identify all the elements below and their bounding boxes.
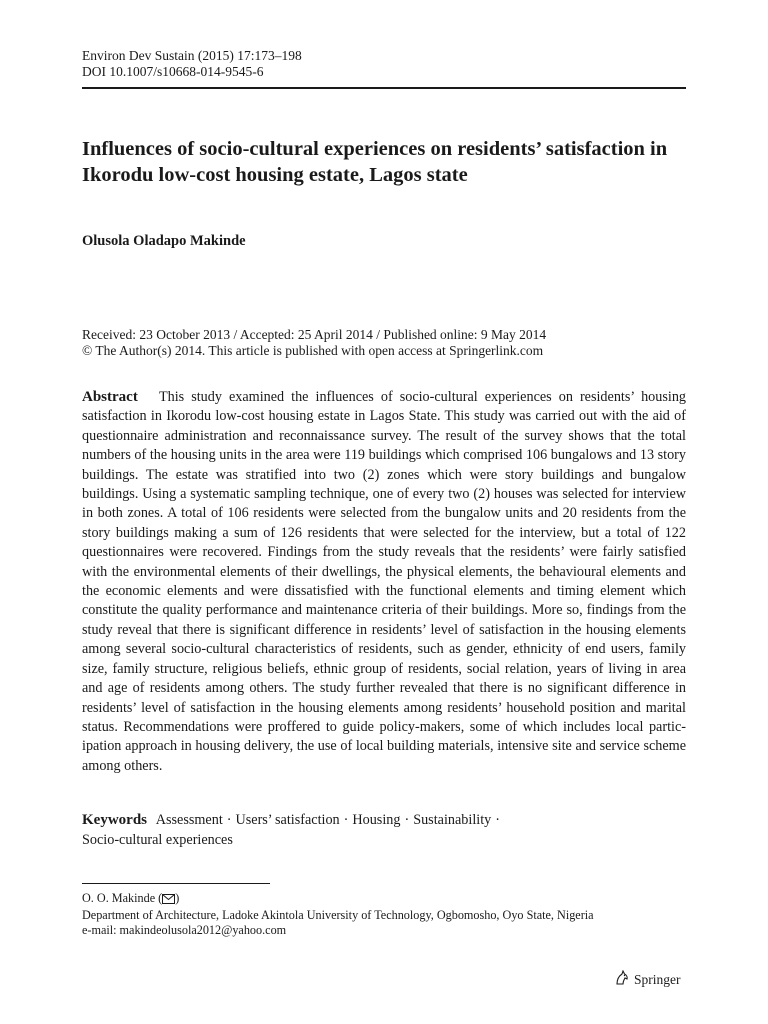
footnote-name-close: ): [175, 891, 180, 905]
springer-horse-icon: [614, 970, 630, 990]
keyword-separator: ·: [495, 812, 500, 828]
footnote-rule: [82, 883, 270, 884]
keyword-item: Sustainability: [413, 812, 492, 828]
doi[interactable]: DOI 10.1007/s10668-014-9545-6: [82, 64, 264, 79]
keyword-separator: ·: [343, 812, 349, 828]
dates-line: Received: 23 October 2013 / Accepted: 25 April 2014 / Published online: 9 May 2014: [82, 327, 547, 342]
journal-citation: Environ Dev Sustain (2015) 17:173–198: [82, 48, 302, 63]
author-footnote: [82, 891, 686, 939]
keyword-item: Housing: [352, 812, 401, 828]
footnote-affiliation: Department of Architecture, Ladoke Akintola University of Technology, Ogbomosho, Oyo State, Nigeria: [82, 908, 594, 923]
keyword-item: Socio-cultural experiences: [82, 831, 233, 848]
publication-dates: [82, 327, 686, 359]
header-rule: [82, 87, 686, 89]
journal-header: [82, 48, 302, 80]
abstract-label: Abstract: [82, 389, 138, 405]
keyword-item: Users’ satisfaction: [235, 812, 340, 828]
publisher-logo: [614, 970, 681, 990]
footnote-email[interactable]: e-mail: makindeolusola2012@yahoo.com: [82, 923, 287, 938]
article-title: Influences of socio-cultural experiences on residents’ satisfaction in Ikorodu low-cost housing estate, Lagos state: [82, 138, 668, 186]
publisher-name: Springer: [634, 972, 681, 987]
keyword-separator: ·: [226, 812, 232, 828]
keywords: [82, 811, 686, 850]
keyword-separator: ·: [404, 812, 410, 828]
copyright-line: © The Author(s) 2014. This article is published with open access at Springerlink.com: [82, 343, 544, 358]
keywords-label: Keywords: [82, 812, 147, 828]
author-name: Olusola Oladapo Makinde: [82, 233, 246, 249]
footnote-author: O. O. Makinde (: [82, 891, 163, 905]
abstract: [82, 388, 686, 776]
footnote-name-line: [82, 891, 686, 908]
abstract-text: This study examined the influences of socio-cultural experiences on residents’ housing satisfaction in Ikorodu low-cost housing estate in Lagos State. This study was carried out with the aid of questionnaire administration and reconnaissance survey. The result of the survey shows that the total numbers of the housing units in the area were 119 buildings which comprised 106 bungalows and 13 story buildings. The estate was stratified into two (2) zones which were story buildings and bungalow buildings. Using a systematic sampling technique, one of every two (2) houses was selected for interview in both zones. A total of 106 residents were selected from the bungalow units and 20 residents from the story buildings making a sum of 126 residents that were selected for the interview, but a total of 122 questionnaires were recovered. Findings from the study reveals that the residents’ were fairly satisfied with the environmental elements of their dwellings, the physical elements, the behavioural elements and the economic elements and were dissatisfied with the functional elements and timing element which constitute the quality performance and maintenance criteria of their buildings. More so, findings from the study reveal that there is significant difference in residents’ level of satisfaction in the housing elements among several socio-cultural characteristics of residents, such as gender, ethnicity of end users, family size, family structure, religious beliefs, ethnic group of residents, social relation, years of living in area and age of residents among others. The study further revealed that there is no significant difference in residents’ level of satisfaction in the housing elements among residents’ household position and marital status. Recommendations were proffered to guide policy-makers, some of which includes local participation approach in housing delivery, the use of local building materials, intensive site and service scheme among others.: [82, 389, 687, 774]
envelope-icon[interactable]: [162, 893, 175, 908]
keyword-item: Assessment: [155, 812, 223, 828]
